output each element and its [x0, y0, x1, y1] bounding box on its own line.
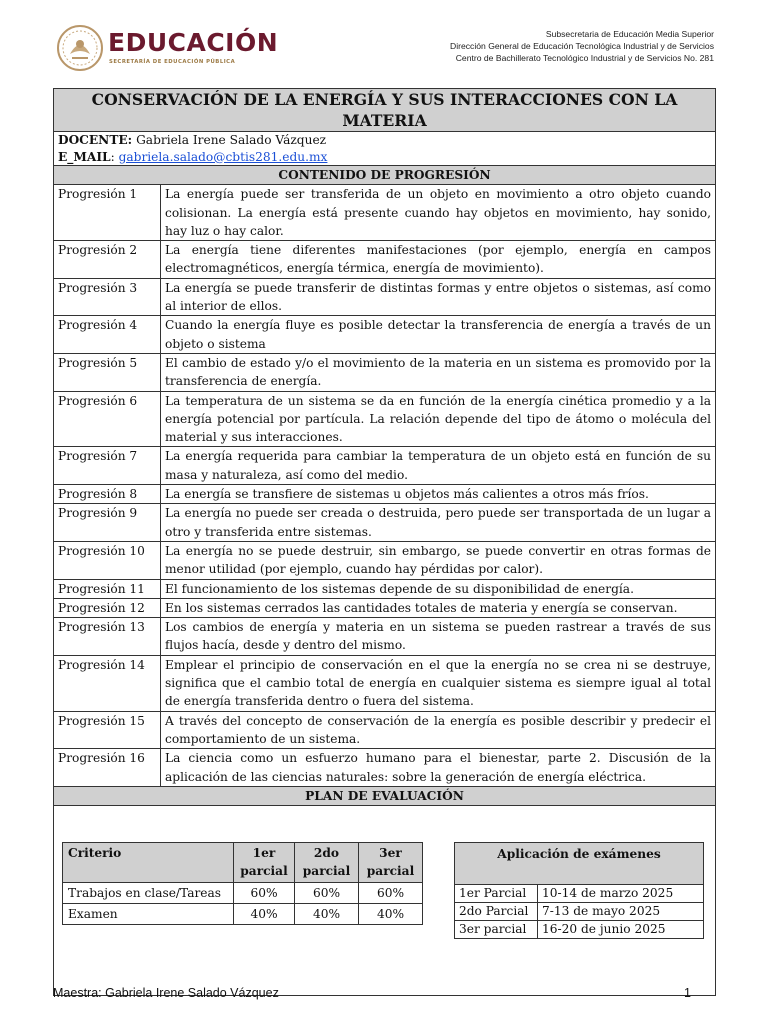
progression-text: La ciencia como un esfuerzo humano para el bienestar, parte 2. Discusión de la aplicación de las ciencias naturales: sobre la generación de energía eléctrica. — [161, 749, 716, 787]
criteria-value: 60% — [359, 882, 423, 903]
national-seal-icon — [56, 24, 104, 72]
page-header — [0, 0, 768, 85]
evaluation-header: PLAN DE EVALUACIÓN — [54, 786, 716, 805]
progression-label: Progresión 7 — [54, 447, 161, 485]
exam-schedule-table — [454, 842, 704, 939]
progression-text: La energía no puede ser creada o destruida, pero puede ser transportada de un lugar a otro y transferida entre sistemas. — [161, 504, 716, 542]
docente-label: DOCENTE: — [58, 133, 133, 147]
exam-period: 1er Parcial — [455, 885, 538, 903]
progression-text: El funcionamiento de los sistemas depende de su disponibilidad de energía. — [161, 579, 716, 598]
progression-list — [54, 185, 716, 787]
brand-subtitle: SECRETARÍA DE EDUCACIÓN PÚBLICA — [109, 59, 236, 65]
progression-row — [54, 391, 716, 447]
criteria-value: 60% — [234, 882, 295, 903]
progression-row — [54, 278, 716, 316]
email-link[interactable]: gabriela.salado@cbtis281.edu.mx — [118, 149, 328, 164]
criteria-header-2do: 2do parcial — [295, 843, 359, 883]
docente-line — [58, 132, 711, 149]
progression-text: La energía se transfiere de sistemas u objetos más calientes a otros más fríos. — [161, 485, 716, 504]
exam-period: 3er parcial — [455, 921, 538, 939]
email-label: E_MAIL — [58, 149, 111, 164]
exam-dates: 16-20 de junio 2025 — [538, 921, 704, 939]
progression-label: Progresión 4 — [54, 316, 161, 354]
page-number: 1 — [684, 986, 691, 1000]
progression-label: Progresión 8 — [54, 485, 161, 504]
criteria-value: 40% — [295, 903, 359, 924]
progression-row — [54, 316, 716, 354]
progression-row — [54, 579, 716, 598]
progression-row — [54, 618, 716, 656]
institution-line-2: Dirección General de Educación Tecnológica Industrial y de Servicios — [449, 41, 714, 51]
progression-text: Los cambios de energía y materia en un sistema se pueden rastrear a través de sus flujos hacía, desde y dentro del mismo. — [161, 618, 716, 656]
progression-header: CONTENIDO DE PROGRESIÓN — [54, 166, 716, 185]
docente-name: Gabriela Irene Salado Vázquez — [136, 133, 327, 147]
exam-row — [455, 885, 704, 903]
progression-row — [54, 711, 716, 749]
criteria-name: Examen — [63, 903, 234, 924]
progression-label: Progresión 2 — [54, 241, 161, 279]
criteria-header-3er: 3er parcial — [359, 843, 423, 883]
exam-row — [455, 921, 704, 939]
institution-line-3: Centro de Bachillerato Tecnológico Industrial y de Servicios No. 281 — [455, 53, 714, 63]
criteria-row — [63, 882, 423, 903]
progression-text: Cuando la energía fluye es posible detectar la transferencia de energía a través de un objeto o sistema — [161, 316, 716, 354]
progression-label: Progresión 1 — [54, 185, 161, 241]
course-table — [53, 88, 716, 996]
progression-text: La energía se puede transferir de distintas formas y entre objetos o sistemas, así como al interior de ellos. — [161, 278, 716, 316]
progression-row — [54, 504, 716, 542]
progression-label: Progresión 5 — [54, 353, 161, 391]
institution-block — [450, 28, 714, 64]
progression-label: Progresión 14 — [54, 655, 161, 711]
progression-label: Progresión 15 — [54, 711, 161, 749]
progression-text: El cambio de estado y/o el movimiento de la materia en un sistema es promovido por la transferencia de energía. — [161, 353, 716, 391]
progression-label: Progresión 13 — [54, 618, 161, 656]
footer-teacher: Maestra: Gabriela Irene Salado Vázquez — [53, 986, 279, 1000]
email-colon: : — [110, 149, 115, 164]
progression-row — [54, 485, 716, 504]
criteria-value: 40% — [359, 903, 423, 924]
progression-label: Progresión 6 — [54, 391, 161, 447]
progression-text: La energía tiene diferentes manifestaciones (por ejemplo, energía en campos electromagnéticos, energía térmica, energía de movimiento). — [161, 241, 716, 279]
progression-label: Progresión 16 — [54, 749, 161, 787]
exam-row — [455, 903, 704, 921]
email-line — [58, 149, 711, 166]
progression-text: En los sistemas cerrados las cantidades totales de materia y energía se conservan. — [161, 598, 716, 617]
progression-text: La energía requerida para cambiar la temperatura de un objeto está en función de su masa y naturaleza, así como del medio. — [161, 447, 716, 485]
evaluation-area — [54, 806, 716, 996]
progression-label: Progresión 12 — [54, 598, 161, 617]
criteria-header-1er: 1er parcial — [234, 843, 295, 883]
progression-label: Progresión 9 — [54, 504, 161, 542]
exam-dates: 7-13 de mayo 2025 — [538, 903, 704, 921]
criteria-header-criterio: Criterio — [63, 843, 234, 883]
exam-period: 2do Parcial — [455, 903, 538, 921]
progression-row — [54, 749, 716, 787]
criteria-table — [62, 842, 423, 925]
progression-label: Progresión 10 — [54, 541, 161, 579]
progression-row — [54, 598, 716, 617]
progression-text: La temperatura de un sistema se da en función de la energía cinética promedio y a la energía potencial por partícula. La relación depende del tipo de átomo o molécula del material y sus interacciones. — [161, 391, 716, 447]
criteria-row — [63, 903, 423, 924]
brand-name: EDUCACIÓN — [108, 28, 279, 57]
progression-text: A través del concepto de conservación de la energía es posible describir y predecir el comportamiento de un sistema. — [161, 711, 716, 749]
progression-row — [54, 447, 716, 485]
institution-line-1: Subsecretaria de Educación Media Superior — [545, 29, 714, 39]
progression-row — [54, 353, 716, 391]
progression-text: La energía puede ser transferida de un objeto en movimiento a otro objeto cuando colisionan. La energía está presente cuando hay objetos en movimiento, hay sonido, hay luz o hay calor. — [161, 185, 716, 241]
exam-dates: 10-14 de marzo 2025 — [538, 885, 704, 903]
progression-row — [54, 541, 716, 579]
sep-logo — [56, 24, 279, 76]
progression-label: Progresión 3 — [54, 278, 161, 316]
criteria-value: 60% — [295, 882, 359, 903]
progression-text: La energía no se puede destruir, sin embargo, se puede convertir en otras formas de menor utilidad (por ejemplo, cuando hay pérdidas por calor). — [161, 541, 716, 579]
progression-row — [54, 185, 716, 241]
progression-row — [54, 241, 716, 279]
progression-label: Progresión 11 — [54, 579, 161, 598]
progression-text: Emplear el principio de conservación en el que la energía no se crea ni se destruye, significa que el cambio total de energía en cualquier sistema es siempre igual al total de energía transferida dentro o fuera del sistema. — [161, 655, 716, 711]
exam-schedule-header: Aplicación de exámenes — [455, 843, 704, 885]
document-title: CONSERVACIÓN DE LA ENERGÍA Y SUS INTERACCIONES CON LA MATERIA — [54, 89, 716, 132]
progression-row — [54, 655, 716, 711]
criteria-value: 40% — [234, 903, 295, 924]
criteria-name: Trabajos en clase/Tareas — [63, 882, 234, 903]
teacher-info — [54, 132, 716, 166]
